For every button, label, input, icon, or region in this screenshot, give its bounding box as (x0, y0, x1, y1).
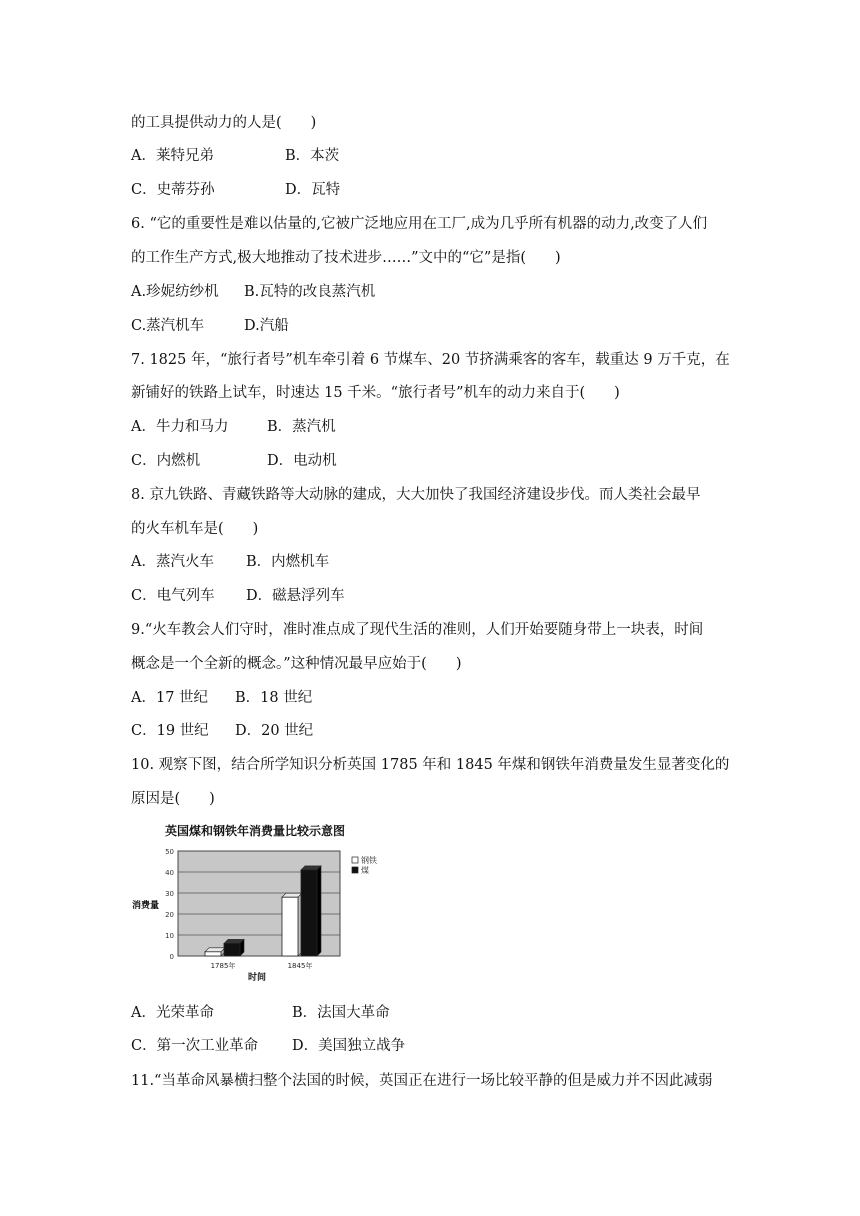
q8-option-a: A．蒸汽火车 (131, 554, 214, 570)
q10-stem-line2: 原因是( ) (131, 791, 215, 807)
q10-option-b: B．法国大革命 (292, 1005, 390, 1021)
y-tick-label: 0 (169, 953, 174, 961)
q7-option-b: B．蒸汽机 (267, 419, 336, 435)
chart-legend (352, 855, 377, 875)
x-axis-ticks (211, 961, 313, 970)
q9-option-d: D．20 世纪 (235, 723, 314, 739)
q8-stem-line2: 的火车机车是( ) (131, 521, 259, 537)
q8-stem-line1: 8. 京九铁路、青藏铁路等大动脉的建成，大大加快了我国经济建设步伐。而人类社会最早 (131, 487, 701, 503)
q6-option-d: D.汽船 (244, 318, 289, 334)
q7-stem-line2: 新铺好的铁路上试车，时速达 15 千米。“旅行者号”机车的动力来自于( ) (131, 385, 620, 401)
bar-side-face (317, 866, 321, 956)
y-tick-label: 20 (165, 911, 174, 919)
q5-option-b: B．本茨 (285, 148, 340, 164)
q7-option-c: C．内燃机 (131, 453, 201, 469)
bar-钢铁 (205, 952, 221, 956)
q8-option-d: D．磁悬浮列车 (246, 588, 345, 604)
question-5-stem-end: 的工具提供动力的人是( ) (131, 115, 317, 131)
q6-stem-line2: 的工作生产方式,极大地推动了技术进步……”文中的“它”是指( ) (131, 250, 561, 266)
y-axis-label: 消费量 (132, 901, 160, 911)
q7-option-a: A．牛力和马力 (131, 419, 229, 435)
q9-option-a: A．17 世纪 (131, 690, 209, 706)
consumption-bar-chart (128, 818, 388, 988)
x-tick-label: 1845年 (287, 962, 313, 970)
q8-option-b: B．内燃机车 (246, 554, 330, 570)
q6-stem-line1: 6. “它的重要性是难以估量的,它被广泛地应用在工厂,成为几乎所有机器的动力,改变了人们 (131, 216, 708, 232)
x-axis-label: 时间 (248, 973, 267, 983)
y-tick-label: 30 (165, 890, 174, 898)
q7-option-d: D．电动机 (267, 453, 337, 469)
chart-title: 英国煤和钢铁年消费量比较示意图 (165, 824, 346, 838)
q6-option-a: A.珍妮纺纱机 (131, 284, 219, 300)
q5-option-d: D．瓦特 (285, 182, 341, 198)
q5-option-c: C．史蒂芬孙 (131, 182, 215, 198)
q9-option-c: C．19 世纪 (131, 723, 209, 739)
q7-stem-line1: 7. 1825 年，“旅行者号”机车牵引着 6 节煤车、20 节挤满乘客的客车，载重达 9 万千克，在 (131, 352, 730, 368)
q10-stem-line1: 10. 观察下图，结合所学知识分析英国 1785 年和 1845 年煤和钢铁年消费量发生显著变化的 (131, 757, 730, 773)
q6-option-c: C.蒸汽机车 (131, 318, 205, 334)
q9-stem-line2: 概念是一个全新的概念。”这种情况最早应始于( ) (131, 656, 462, 672)
x-tick-label: 1785年 (210, 962, 236, 970)
q11-stem-line1: 11.“当革命风暴横扫整个法国的时候，英国正在进行一场比较平静的但是威力并不因此减弱 (131, 1073, 713, 1089)
q9-option-b: B．18 世纪 (235, 690, 313, 706)
bar-煤 (224, 943, 240, 956)
q8-option-c: C．电气列车 (131, 588, 215, 604)
q10-option-c: C．第一次工业革命 (131, 1038, 259, 1054)
y-tick-label: 10 (165, 932, 174, 940)
q9-stem-line1: 9.“火车教会人们守时，准时准点成了现代生活的准则，人们开始要随身带上一块表，时间 (131, 622, 704, 638)
y-axis-ticks (165, 848, 174, 961)
bar-钢铁 (282, 897, 298, 956)
y-tick-label: 50 (165, 848, 174, 856)
legend-swatch (352, 867, 358, 873)
q6-option-b: B.瓦特的改良蒸汽机 (244, 284, 376, 300)
q5-option-a: A．莱特兄弟 (131, 148, 214, 164)
bar-煤 (301, 870, 317, 956)
y-tick-label: 40 (165, 869, 174, 877)
legend-label: 煤 (361, 866, 369, 875)
q10-option-d: D．美国独立战争 (292, 1038, 406, 1054)
legend-label: 钢铁 (361, 856, 377, 865)
q10-option-a: A．光荣革命 (131, 1005, 214, 1021)
legend-swatch (352, 857, 358, 863)
